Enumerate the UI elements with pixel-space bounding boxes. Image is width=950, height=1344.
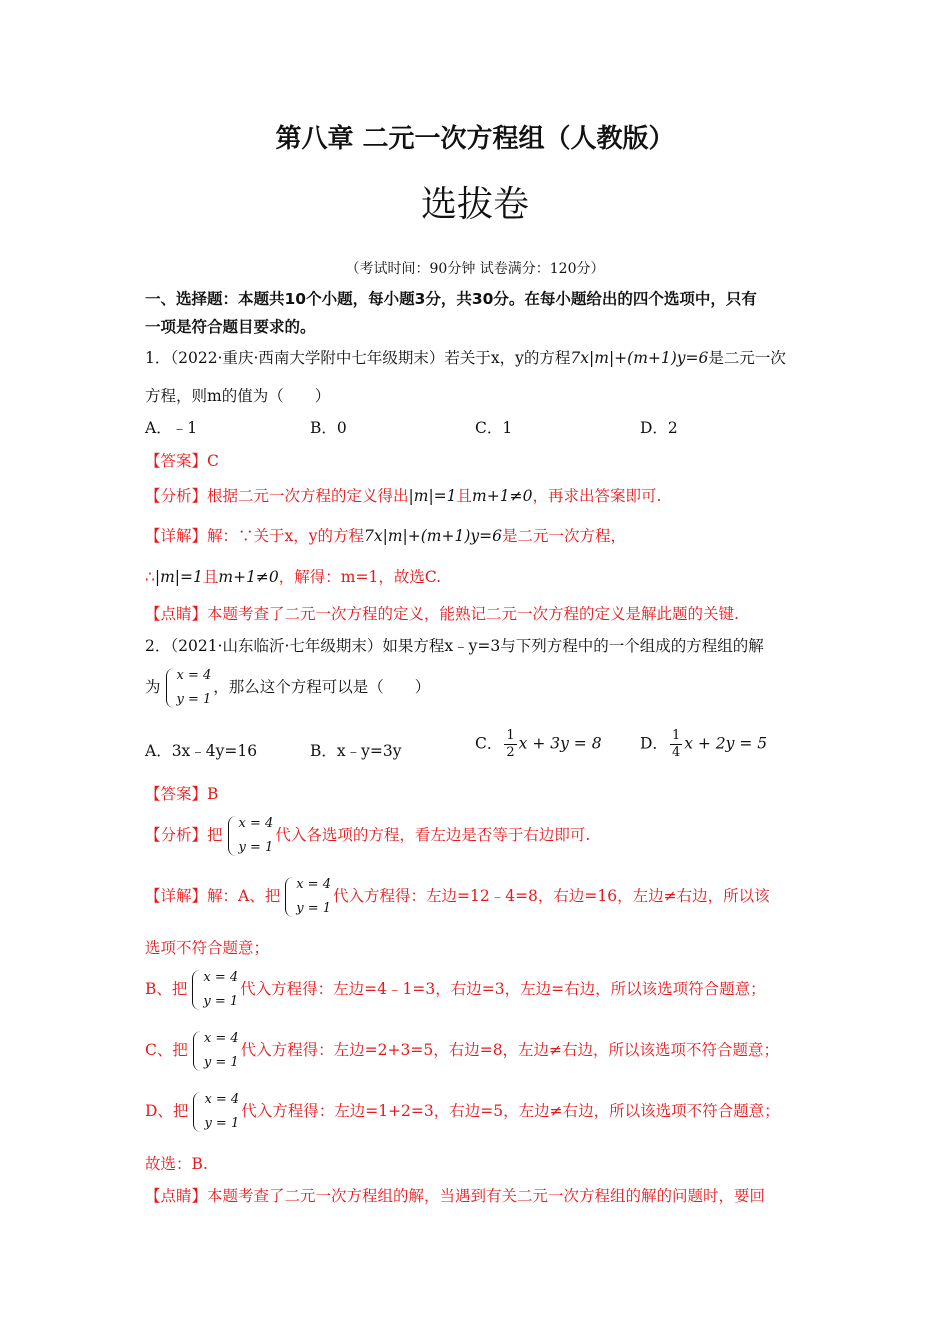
q1-detail-math1: |m|=1: [154, 568, 203, 586]
q1-answer-tag: 【答案】: [145, 452, 208, 470]
q1-stem-line1: [145, 346, 786, 368]
q2-detail-c-sys-y: y = 1: [203, 1055, 239, 1070]
q2-analysis-sys-x: x = 4: [238, 816, 274, 831]
q2-option-d-label: D．: [640, 734, 668, 753]
q1-equation: 7x|m|+(m+1)y=6: [570, 349, 709, 367]
q2-analysis-tag: 【分析】: [145, 826, 208, 844]
q2-analysis-text-b: 代入各选项的方程，看左边是否等于右边即可.: [275, 826, 591, 844]
q2-option-a: A．3x﹣4y=16: [145, 742, 258, 760]
section-heading-line2: 一项是符合题目要求的。: [145, 318, 316, 336]
q2-option-c-num: 1: [506, 728, 515, 743]
q2-sys-y: y = 1: [176, 692, 212, 707]
q2-analysis: [145, 812, 590, 860]
q2-detail-d-sys-x: x = 4: [204, 1092, 240, 1107]
q2-detail-brace-b: [189, 966, 238, 1014]
q2-detail-b-post: 代入方程得：左边=4﹣1=3，右边=3，左边=右边，所以该选项符合题意；: [240, 980, 766, 998]
q2-detail-d-sys-y: y = 1: [204, 1116, 240, 1131]
q2-detail-d: [145, 1088, 780, 1136]
q2-detail-text-a: 解：A、把: [207, 887, 281, 905]
q2-option-c-expr: x + 3y = 8: [518, 734, 602, 753]
page-title: 第八章 二元一次方程组（人教版）: [275, 124, 675, 154]
q2-detail-line2: 选项不符合题意；: [145, 939, 270, 957]
q2-option-c-den: 2: [506, 745, 515, 760]
q2-answer: [145, 782, 218, 804]
q1-comment-tag: 【点睛】: [145, 605, 208, 623]
q2-analysis-brace: [225, 812, 274, 860]
q2-detail-b-sys-x: x = 4: [203, 970, 239, 985]
q2-option-d: [640, 728, 767, 761]
q2-detail-c-post: 代入方程得：左边=2+3=5，右边=8，左边≠右边，所以该选项不符合题意；: [240, 1041, 780, 1059]
q2-option-d-num: 1: [671, 728, 681, 743]
q1-detail-line1: [145, 524, 626, 546]
q2-comment: [145, 1184, 765, 1206]
q2-detail-a-sys-x: x = 4: [296, 877, 331, 892]
q1-option-d: D．2: [640, 419, 678, 437]
q2-detail-brace-d: [190, 1088, 239, 1136]
q1-analysis-math2: m+1≠0: [472, 487, 533, 505]
q2-detail-brace-a: [282, 873, 331, 921]
q1-stem-b: 是二元一次: [708, 349, 786, 367]
q1-detail-line2: [145, 565, 441, 587]
section-heading-line1: 一、选择题：本题共10个小题，每小题3分，共30分。在每小题给出的四个选项中，只有: [145, 290, 757, 308]
q1-analysis-math1: |m|=1: [408, 487, 457, 505]
q1-analysis-text-c: ，再求出答案即可.: [532, 487, 662, 505]
q2-option-d-expr: x + 2y = 5: [684, 734, 768, 753]
q1-option-a: A．﹣1: [145, 419, 198, 437]
q1-answer-value: C: [207, 452, 219, 470]
q2-detail-text-b: 代入方程得：左边=12﹣4=8，右边=16，左边≠右边，所以该: [333, 887, 770, 905]
q2-stem-line2: [145, 664, 430, 712]
q1-detail-text-b: 是二元一次方程，: [502, 527, 627, 545]
q1-detail-equation: 7x|m|+(m+1)y=6: [364, 527, 502, 545]
q2-conclusion: 故选：B.: [145, 1155, 208, 1173]
q1-detail-conclusion: ，解得：m=1，故选C.: [278, 568, 442, 586]
q1-stem-a: 1．（2022·重庆·西南大学附中七年级期末）若关于x，y的方程: [145, 349, 571, 367]
q1-comment-text: 本题考查了二元一次方程的定义，能熟记二元一次方程的定义是解此题的关键.: [207, 605, 739, 623]
q1-detail-text-a: 解：∵关于x，y的方程: [207, 527, 365, 545]
q2-stem-b1: 为: [145, 678, 161, 696]
q1-option-c: C．1: [475, 419, 513, 437]
q2-option-c-label: C．: [475, 734, 503, 753]
q2-sys-x: x = 4: [176, 668, 212, 683]
q2-detail-tag: 【详解】: [145, 887, 208, 905]
q2-detail-brace-c: [190, 1027, 239, 1075]
q1-stem-line2: 方程，则m的值为（ ）: [145, 387, 331, 405]
q2-detail-a-sys-y: y = 1: [296, 901, 331, 916]
q2-analysis-text-a: 把: [207, 826, 223, 844]
q2-stem-b2: ，那么这个方程可以是（ ）: [213, 678, 431, 696]
q2-detail-b-pre: B、把: [145, 980, 188, 998]
q1-comment: [145, 602, 739, 624]
q1-analysis: [145, 484, 661, 506]
q1-option-b: B．0: [310, 419, 347, 437]
page-subtitle: 选拔卷: [420, 184, 529, 225]
q1-therefore: ∴: [145, 568, 155, 586]
q2-comment-tag: 【点睛】: [145, 1187, 208, 1205]
q1-detail-tag: 【详解】: [145, 527, 208, 545]
q2-detail-c-sys-x: x = 4: [203, 1031, 239, 1046]
q2-option-c: [475, 728, 602, 761]
q1-analysis-text-a: 根据二元一次方程的定义得出: [207, 487, 409, 505]
q2-detail-line1: [145, 873, 770, 921]
q2-detail-c: [145, 1027, 779, 1075]
q2-system-brace: [163, 664, 212, 712]
q2-stem-line1: 2．（2021·山东临沂·七年级期末）如果方程x﹣y=3与下列方程中的一个组成的方程组的解: [145, 637, 764, 655]
q1-detail-and: 且: [202, 568, 219, 586]
q2-detail-d-pre: D、把: [145, 1102, 189, 1120]
q2-analysis-sys-y: y = 1: [238, 840, 274, 855]
q2-option-c-fraction: [504, 728, 516, 761]
q2-detail-d-post: 代入方程得：左边=1+2=3，右边=5，左边≠右边，所以该选项不符合题意；: [241, 1102, 780, 1120]
q1-analysis-tag: 【分析】: [145, 487, 208, 505]
q1-detail-math2: m+1≠0: [218, 568, 279, 586]
exam-info: （考试时间：90分钟 试卷满分：120分）: [345, 261, 605, 277]
q2-comment-text: 本题考查了二元一次方程组的解，当遇到有关二元一次方程组的解的问题时，要回: [207, 1187, 766, 1205]
q2-answer-value: B: [207, 785, 219, 803]
q2-answer-tag: 【答案】: [145, 785, 208, 803]
q1-answer: [145, 449, 219, 471]
q1-analysis-text-b: 且: [456, 487, 473, 505]
q2-detail-b: [145, 966, 766, 1014]
q2-detail-b-sys-y: y = 1: [203, 994, 239, 1009]
q2-option-b: B．x﹣y=3y: [310, 742, 402, 760]
q2-option-d-fraction: [670, 728, 682, 761]
q2-detail-c-pre: C、把: [145, 1041, 188, 1059]
q2-option-d-den: 4: [671, 745, 681, 760]
